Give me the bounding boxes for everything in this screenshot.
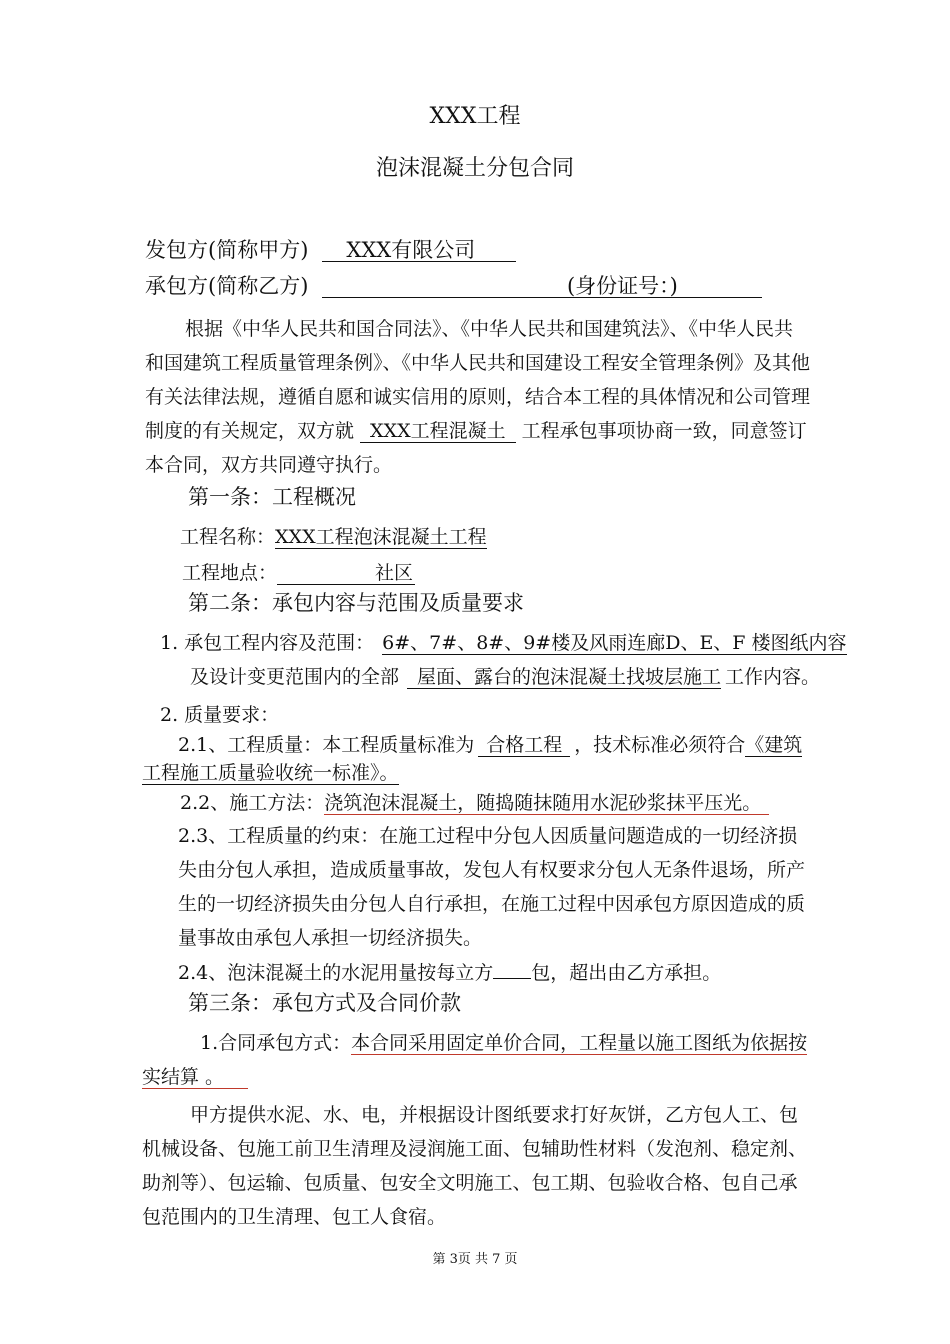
- intro-line-1: 根据《中华人民共和国合同法》、《中华人民共和国建筑法》、《中华人民共: [185, 318, 794, 340]
- scope-line-2: 机械设备、包施工前卫生清理及浸润施工面、包辅助性材料（发泡剂、稳定剂、: [142, 1138, 808, 1160]
- item-1-scope: 6#、7#、8#、9#楼及风雨连廊D、E、F 楼图纸内容: [382, 632, 847, 654]
- project-name-blank: XXX工程混凝土: [360, 420, 516, 443]
- intro-line-4: [145, 418, 807, 444]
- quality-text: ，技术标准必须符合: [574, 734, 746, 756]
- method-label: 2.2、施工方法：: [180, 792, 325, 814]
- cement-amount-blank: [493, 978, 531, 979]
- article-3-heading: 第三条：承包方式及合同价款: [188, 991, 461, 1015]
- item-1-line-1: [160, 630, 847, 656]
- item-1-line-2: [190, 664, 820, 690]
- project-location-value: 社区: [277, 562, 415, 585]
- quality-2-2: [180, 790, 769, 816]
- scope-line-1: 甲方提供水泥、水、电，并根据设计图纸要求打好灰饼，乙方包人工、包: [190, 1104, 799, 1126]
- intro-text: 制度的有关规定，双方就: [145, 420, 355, 442]
- party-b-label: 承包方(简称乙方): [145, 274, 309, 298]
- quality-2-1: [178, 732, 802, 758]
- quality-standard: 合格工程: [478, 734, 570, 757]
- item-2-line: 2. 质量要求：: [160, 704, 280, 726]
- project-location-line: [182, 560, 415, 586]
- quality-2-3-line-4: 量事故由承包人承担一切经济损失。: [178, 927, 483, 949]
- page-number: 第 3页 共 7 页: [432, 1252, 518, 1267]
- quality-text: 2.1、工程质量：本工程质量标准为: [178, 734, 475, 756]
- party-a-label: 发包方(简称甲方): [145, 238, 309, 262]
- contract-method-label: 1.合同承包方式：: [200, 1032, 352, 1054]
- intro-text: 工程承包事项协商一致，同意签订: [521, 420, 807, 442]
- document-subtitle: 泡沫混凝土分包合同: [375, 156, 574, 181]
- intro-line-5: 本合同，双方共同遵守执行。: [145, 454, 393, 476]
- scope-line-4: 包范围内的卫生清理、包工人食宿。: [142, 1206, 447, 1228]
- quality-2-1-cont: [142, 760, 399, 786]
- cement-text: 2.4、泡沫混凝土的水泥用量按每立方: [178, 962, 494, 984]
- document-title: XXX工程: [429, 104, 521, 129]
- contract-method-line-1: [200, 1030, 807, 1056]
- item-1-text: 工作内容。: [725, 666, 821, 688]
- quality-2-3-line-1: 2.3、工程质量的约束：在施工过程中分包人因质量问题造成的一切经济损: [178, 825, 798, 847]
- article-1-heading: 第一条：工程概况: [188, 485, 356, 509]
- project-name-label: 工程名称：: [180, 526, 276, 548]
- tech-standard: 《建筑: [745, 734, 803, 756]
- project-location-label: 工程地点：: [182, 562, 278, 584]
- party-a-value: XXX有限公司: [322, 239, 516, 262]
- cement-text: 包，超出由乙方承担。: [531, 962, 722, 984]
- contract-method-value: 本合同采用固定单价合同，工程量以施工图纸为依据按: [351, 1032, 808, 1054]
- project-name-line: [180, 524, 487, 550]
- party-b-id: (身份证号：): [322, 275, 762, 298]
- item-1-label: 1. 承包工程内容及范围：: [160, 632, 375, 654]
- item-1-work: 屋面、露台的泡沫混凝土找坡层施工: [407, 666, 721, 689]
- party-a-line: [145, 237, 516, 263]
- article-2-heading: 第二条：承包内容与范围及质量要求: [188, 591, 524, 615]
- intro-line-2: 和国建筑工程质量管理条例》、《中华人民共和国建设工程安全管理条例》及其他: [145, 352, 811, 374]
- party-b-line: [145, 273, 762, 299]
- contract-method-line-2: [142, 1064, 248, 1090]
- scope-line-3: 助剂等）、包运输、包质量、包安全文明施工、包工期、包验收合格、包自己承: [142, 1172, 798, 1194]
- item-1-text: 及设计变更范围内的全部: [190, 666, 400, 688]
- quality-2-4: [178, 960, 721, 986]
- project-name-value: XXX工程泡沫混凝土工程: [275, 526, 487, 548]
- construction-method: 浇筑泡沫混凝土，随捣随抹随用水泥砂浆抹平压光。: [324, 792, 769, 815]
- intro-line-3: 有关法律法规，遵循自愿和诚实信用的原则，结合本工程的具体情况和公司管理: [145, 386, 811, 408]
- quality-2-3-line-3: 生的一切经济损失由分包人自行承担，在施工过程中因承包方原因造成的质: [178, 893, 806, 915]
- tech-standard-cont: 工程施工质量验收统一标准》。: [142, 762, 399, 784]
- quality-2-3-line-2: 失由分包人承担，造成质量事故，发包人有权要求分包人无条件退场，所产: [178, 859, 806, 881]
- contract-method-value-cont: 实结算 。: [142, 1066, 248, 1089]
